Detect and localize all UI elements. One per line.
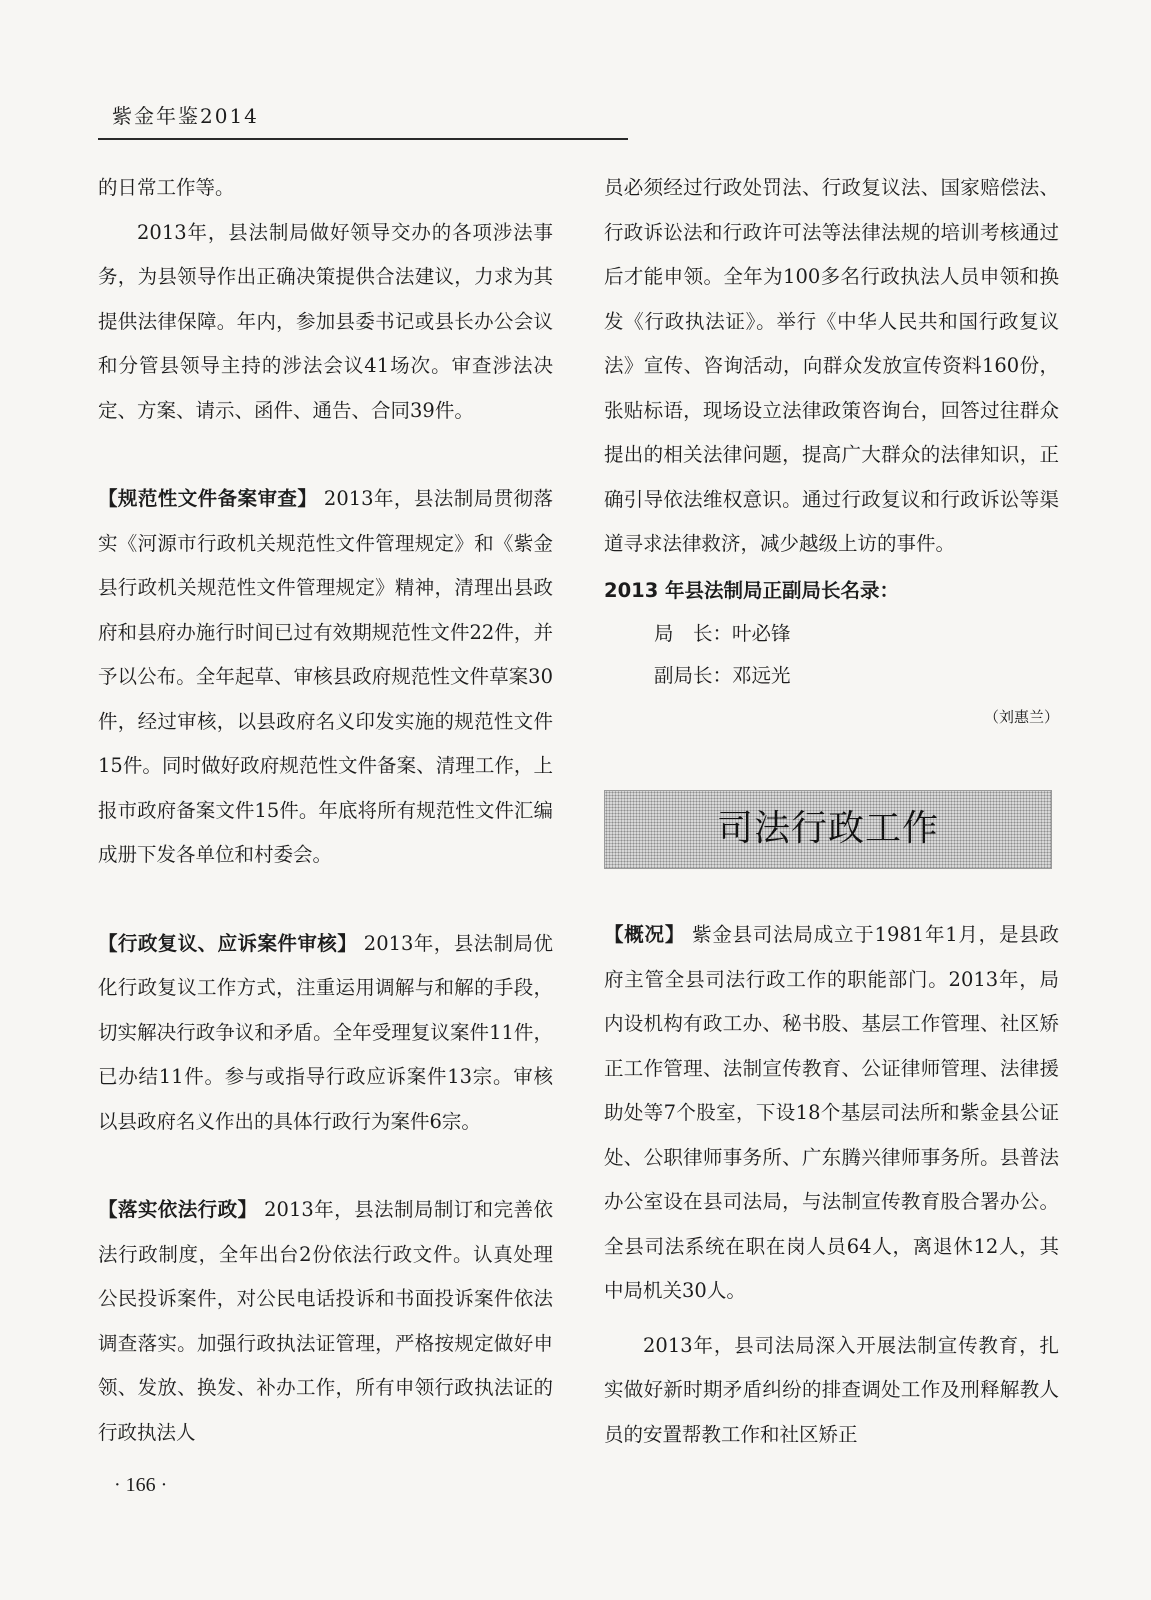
author-credit: （刘惠兰）	[983, 708, 1059, 726]
section-heading: 【行政复议、应诉案件审核】	[98, 931, 358, 955]
left-column	[98, 166, 553, 1455]
section-heading: 【概况】	[604, 923, 686, 946]
officer-deputy-director: 副局长：邓远光	[654, 664, 791, 687]
section-banner	[604, 790, 1052, 869]
section-administrative-review	[98, 922, 553, 1145]
paragraph-legal-affairs: 2013年，县法制局做好领导交办的各项涉法事务，为县领导作出正确决策提供合法建议，力求为其提供法律保障。年内，参加县委书记或县长办公会议和分管县领导主持的涉法会议41场次。审查涉法决定、方案、请示、函件、通告、合同39件。	[98, 220, 553, 422]
right-column	[604, 166, 1059, 1457]
section-body: 2013年，县法制局制订和完善依法行政制度，全年出台2份依法行政文件。认真处理公民投诉案件，对公民电话投诉和书面投诉案件依法调查落实。加强行政执法证管理，严格按规定做好申领、发放、换发、补办工作，所有申领行政执法证的行政执法人	[98, 1198, 553, 1444]
section-overview	[604, 913, 1059, 1314]
officer-director: 局 长：叶必锋	[654, 622, 791, 645]
section-heading: 【规范性文件备案审查】	[98, 487, 318, 510]
running-header-title: 紫金年鉴2014	[112, 104, 259, 128]
section-body: 2013年，县法制局优化行政复议工作方式，注重运用调解与和解的手段，切实解决行政争议和矛盾。全年受理复议案件11件，已办结11件。参与或指导行政应诉案件13宗。审核以县政府名义作出的具体行政行为案件6宗。	[98, 931, 553, 1133]
paragraph-continuation: 的日常工作等。	[98, 176, 235, 199]
banner-title: 司法行政工作	[716, 808, 939, 850]
section-heading: 【落实依法行政】	[98, 1198, 258, 1221]
officer-list-title: 2013 年县法制局正副局长名录：	[604, 578, 900, 602]
header-rule	[98, 138, 628, 140]
section-law-based-administration	[98, 1188, 553, 1455]
paragraph-justice-bureau: 2013年，县司法局深入开展法制宣传教育，扎实做好新时期矛盾纠纷的排查调处工作及刑释解教人员的安置帮教工作和社区矫正	[604, 1333, 1059, 1446]
page-number: · 166 ·	[114, 1474, 168, 1496]
section-normative-documents	[98, 477, 553, 878]
section-body: 紫金县司法局成立于1981年1月，是县政府主管全县司法行政工作的职能部门。2013年，局内设机构有政工办、秘书股、基层工作管理、社区矫正工作管理、法制宣传教育、公证律师管理、法律援助处等7个股室，下设18个基层司法所和紫金县公证处、公职律师事务所、广东腾兴律师事务所。县普法办公室设在县司法局，与法制宣传教育股合署办公。全县司法系统在职在岗人员64人，离退休12人，其中局机关30人。	[604, 923, 1059, 1302]
section-body: 2013年，县法制局贯彻落实《河源市行政机关规范性文件管理规定》和《紫金县行政机关规范性文件管理规定》精神，清理出县政府和县府办施行时间已过有效期规范性文件22件，并予以公布。全年起草、审核县政府规范性文件草案30件，经过审核，以县政府名义印发实施的规范性文件15件。同时做好政府规范性文件备案、清理工作，上报市政府备案文件15件。年底将所有规范性文件汇编成册下发各单位和村委会。	[98, 487, 553, 866]
paragraph-continuation: 员必须经过行政处罚法、行政复议法、国家赔偿法、行政诉讼法和行政许可法等法律法规的培训考核通过后才能申领。全年为100多名行政执法人员申领和换发《行政执法证》。举行《中华人民共和国行政复议法》宣传、咨询活动，向群众发放宣传资料160份，张贴标语，现场设立法律政策咨询台，回答过往群众提出的相关法律问题，提高广大群众的法律知识，正确引导依法维权意识。通过行政复议和行政诉讼等渠道寻求法律救济，减少越级上访的事件。	[604, 176, 1059, 555]
